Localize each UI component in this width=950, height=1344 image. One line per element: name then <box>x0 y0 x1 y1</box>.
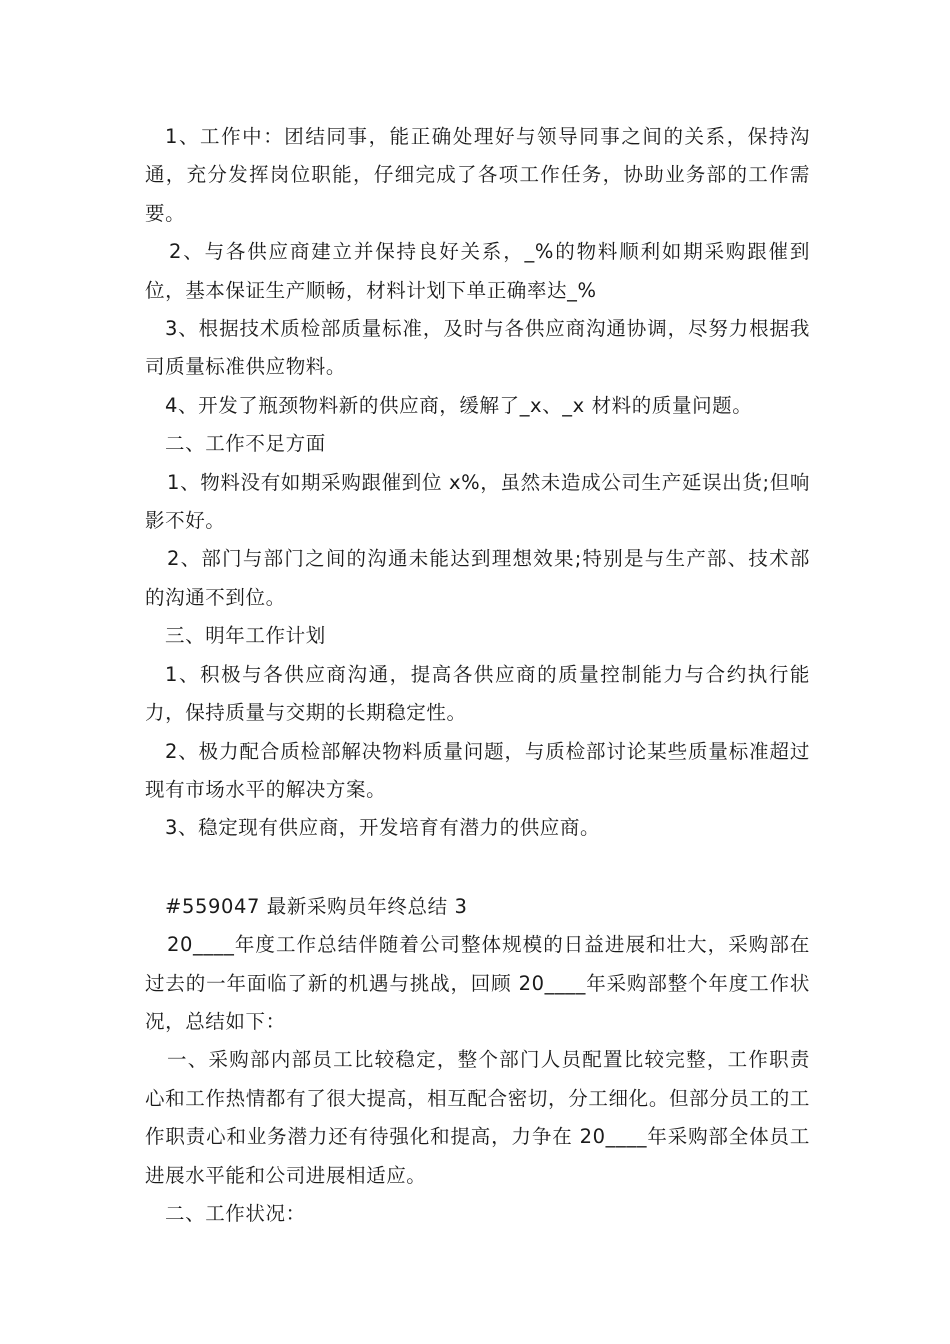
paragraph-plan-1: 1、积极与各供应商沟通，提高各供应商的质量控制能力与合约执行能力，保持质量与交期的长期稳定性。 <box>145 662 810 725</box>
heading-work-status: 二、工作状况： <box>165 1201 306 1225</box>
paragraph-work-item-3: 3、根据技术质检部质量标准，及时与各供应商沟通协调，尽努力根据我司质量标准供应物料。 <box>145 317 810 379</box>
paragraph-staff: 一、采购部内部员工比较稳定，整个部门人员配置比较完整，工作职责心和工作热情都有了很大提高，相互配合密切，分工细化。但部分员工的工作职责心和业务潜力还有待强化和提高，力争在 20____年采购部全体员工进展水平能和公司进展相适应。 <box>145 1048 810 1187</box>
paragraph-work-item-2: 2、与各供应商建立并保持良好关系，_%的物料顺利如期采购跟催到位，基本保证生产顺畅，材料计划下单正确率达_% <box>145 240 810 302</box>
paragraph-shortcoming-1: 1、物料没有如期采购跟催到位 x%，虽然未造成公司生产延误出货;但响影不好。 <box>145 470 810 533</box>
heading-shortcomings: 二、工作不足方面 <box>165 432 326 456</box>
document-body <box>145 118 810 1233</box>
section-title: #559047 最新采购员年终总结 3 <box>165 894 468 918</box>
paragraph-plan-2: 2、极力配合质检部解决物料质量问题，与质检部讨论某些质量标准超过现有市场水平的解决方案。 <box>145 739 810 801</box>
heading-next-year-plan: 三、明年工作计划 <box>165 624 326 648</box>
section-gap <box>145 848 810 888</box>
paragraph-work-item-1: 1、工作中：团结同事，能正确处理好与领导同事之间的关系，保持沟通，充分发挥岗位职能，仔细完成了各项工作任务，协助业务部的工作需要。 <box>145 125 810 225</box>
paragraph-intro: 20____年度工作总结伴随着公司整体规模的日益进展和壮大，采购部在过去的一年面临了新的机遇与挑战，回顾 20____年采购部整个年度工作状况，总结如下： <box>145 933 810 1033</box>
paragraph-plan-3: 3、稳定现有供应商，开发培育有潜力的供应商。 <box>165 816 601 840</box>
paragraph-shortcoming-2: 2、部门与部门之间的沟通未能达到理想效果;特别是与生产部、技术部的沟通不到位。 <box>145 547 810 609</box>
paragraph-work-item-4: 4、开发了瓶颈物料新的供应商，缓解了_x、_x 材料的质量问题。 <box>165 393 753 417</box>
